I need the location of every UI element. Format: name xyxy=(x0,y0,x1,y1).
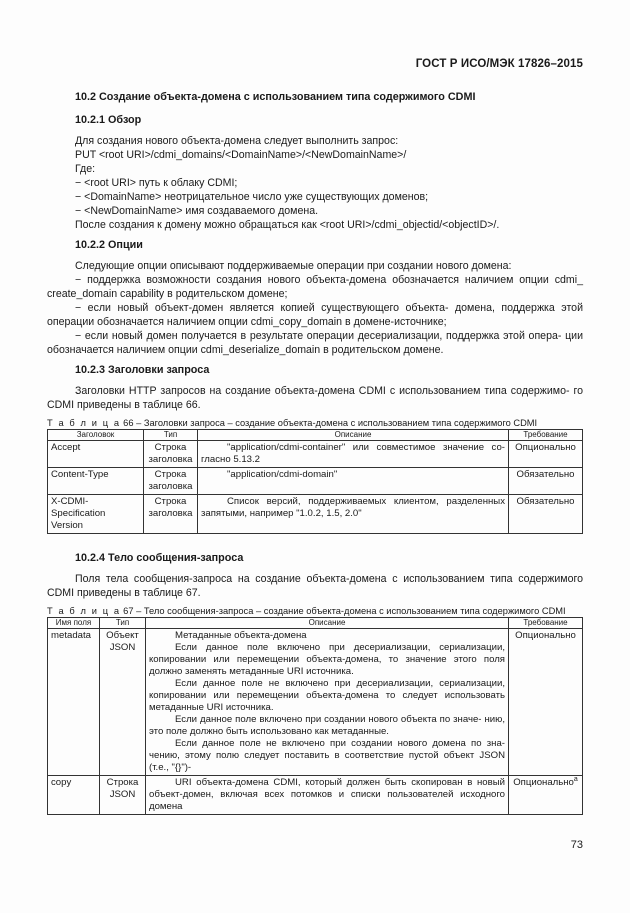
table-cell: Опционально xyxy=(509,441,583,468)
column-header: Тип xyxy=(144,430,198,441)
column-header: Тип xyxy=(100,618,146,629)
table-cell xyxy=(198,468,509,495)
table-cell: metadata xyxy=(48,629,100,776)
table-row xyxy=(48,495,583,534)
paragraph: После создания к домену можно обращаться как <root URI>/cdmi_objectid/<objectID>/. xyxy=(75,219,500,231)
footnote-marker: a xyxy=(573,775,578,783)
section-10-2-4-title: 10.2.4 Тело сообщения-запроса xyxy=(75,552,244,564)
cell-text: Метаданные объекта-домена xyxy=(175,630,307,641)
caption-label: Т а б л и ц а xyxy=(47,606,121,616)
table-cell xyxy=(198,441,509,468)
paragraph: Для создания нового объекта-домена следует выполнить запрос: xyxy=(75,135,399,147)
cell-text: URI объекта-домена CDMI, который должен быть скопирован в новый объект-домен, включая всех потомков и списки пользователей исходного домена xyxy=(149,777,505,812)
section-10-2-1-title: 10.2.1 Обзор xyxy=(75,114,142,126)
requirement-text: Опционально xyxy=(513,777,574,788)
caption-label: Т а б л и ц а xyxy=(47,418,121,428)
table-row xyxy=(48,629,583,776)
table-cell: X-CDMI-Specification Version xyxy=(48,495,144,534)
table-cell xyxy=(509,776,583,815)
table-cell: Обязательно xyxy=(509,468,583,495)
column-header: Требование xyxy=(509,430,583,441)
table-cell: Строка заголовка xyxy=(144,441,198,468)
cell-text: Если данное поле включено при десериализации, сериализации, копировании или перемещении объекта-домена, то значение этого поля должно заменять метаданные URI источника. xyxy=(149,642,505,677)
section-10-2-3-title: 10.2.3 Заголовки запроса xyxy=(75,364,210,376)
page-number: 73 xyxy=(570,839,583,851)
document-body xyxy=(47,88,583,815)
paragraph: Поля тела сообщения-запроса на создание объекта-домена с использованием типа содержимого CDMI приведены в таблице 67. xyxy=(47,573,583,599)
section-10-2-2-body xyxy=(47,259,583,357)
table-header-row xyxy=(48,618,583,629)
section-10-2-2-title: 10.2.2 Опции xyxy=(75,239,143,251)
table-66-caption xyxy=(47,417,583,429)
column-header: Описание xyxy=(198,430,509,441)
table-row xyxy=(48,441,583,468)
table-cell: Accept xyxy=(48,441,144,468)
table-row xyxy=(48,776,583,815)
cell-text: Если данное поле включено при создании нового объекта по значе- нию, это поле должно быть использовано как метаданные. xyxy=(149,714,505,737)
table-cell: Опционально xyxy=(509,629,583,776)
cell-text: Список версий, поддерживаемых клиентом, разделенных запятыми, например "1.0.2, 1.5, 2.0" xyxy=(201,496,505,519)
cell-text: Если данное поле не включено при создании нового домена по зна- чению, этому полю следует поставить в соответствие пустой объект JSON (т.е., "{}")- xyxy=(149,738,505,773)
table-66 xyxy=(47,429,583,534)
paragraph: Где: xyxy=(75,163,96,175)
paragraph: PUT <root URI>/cdmi_domains/<DomainName>/<NewDomainName>/ xyxy=(75,149,407,161)
table-cell: Строка заголовка xyxy=(144,468,198,495)
paragraph: Следующие опции описывают поддерживаемые операции при создании нового домена: xyxy=(75,260,512,272)
table-cell xyxy=(146,776,509,815)
list-item: − поддержка возможности создания нового объекта-домена обозначается наличием опции cdmi_ create_domain capability в родительском домене; xyxy=(47,274,583,300)
table-cell: Обязательно xyxy=(509,495,583,534)
column-header: Имя поля xyxy=(48,618,100,629)
list-item: − если новый домен получается в результате операции десериализации, поддержка этой опера- ции обозначается наличием опции cdmi_deserialize_domain в родительском домене. xyxy=(47,330,583,356)
table-cell: Объект JSON xyxy=(100,629,146,776)
table-cell: copy xyxy=(48,776,100,815)
cell-text: "application/cdmi-domain" xyxy=(227,469,338,480)
column-header: Требование xyxy=(509,618,583,629)
document-header: ГОСТ Р ИСО/МЭК 17826–2015 xyxy=(415,58,583,70)
section-10-2-title: 10.2 Создание объекта-домена с использованием типа содержимого CDMI xyxy=(75,91,476,103)
table-cell xyxy=(146,629,509,776)
table-header-row xyxy=(48,430,583,441)
caption-text: 67 – Тело сообщения-запроса – создание объекта-домена с использованием типа содержимого CDMI xyxy=(120,606,566,616)
table-67 xyxy=(47,617,583,815)
list-item: − <DomainName> неотрицательное число уже существующих доменов; xyxy=(75,191,429,203)
caption-text: 66 – Заголовки запроса – создание объекта-домена с использованием типа содержимого CDMI xyxy=(120,418,538,428)
column-header: Описание xyxy=(146,618,509,629)
table-67-caption xyxy=(47,605,583,617)
table-cell xyxy=(198,495,509,534)
table-cell: Строка заголовка xyxy=(144,495,198,534)
paragraph: Заголовки HTTP запросов на создание объекта-домена CDMI с использованием типа содержимо- го CDMI приведены в таблице 66. xyxy=(47,385,583,411)
table-cell: Строка JSON xyxy=(100,776,146,815)
list-item: − <NewDomainName> имя создаваемого домена. xyxy=(75,205,319,217)
table-row xyxy=(48,468,583,495)
section-10-2-1-body xyxy=(47,134,583,232)
column-header: Заголовок xyxy=(48,430,144,441)
list-item: − <root URI> путь к облаку CDMI; xyxy=(75,177,238,189)
table-cell: Content-Type xyxy=(48,468,144,495)
list-item: − если новый объект-домен является копией существующего объекта- домена, поддержка этой операции обозначается наличием опции cdmi_copy_domain в домене-источнике; xyxy=(47,302,583,328)
cell-text: "application/cdmi-container" или совместимое значение со- гласно 5.13.2 xyxy=(201,442,505,465)
cell-text: Если данное поле не включено при десериализации, сериализации, копировании или перемещении объекта-домена то следует использовать метаданные URI источника. xyxy=(149,678,505,713)
